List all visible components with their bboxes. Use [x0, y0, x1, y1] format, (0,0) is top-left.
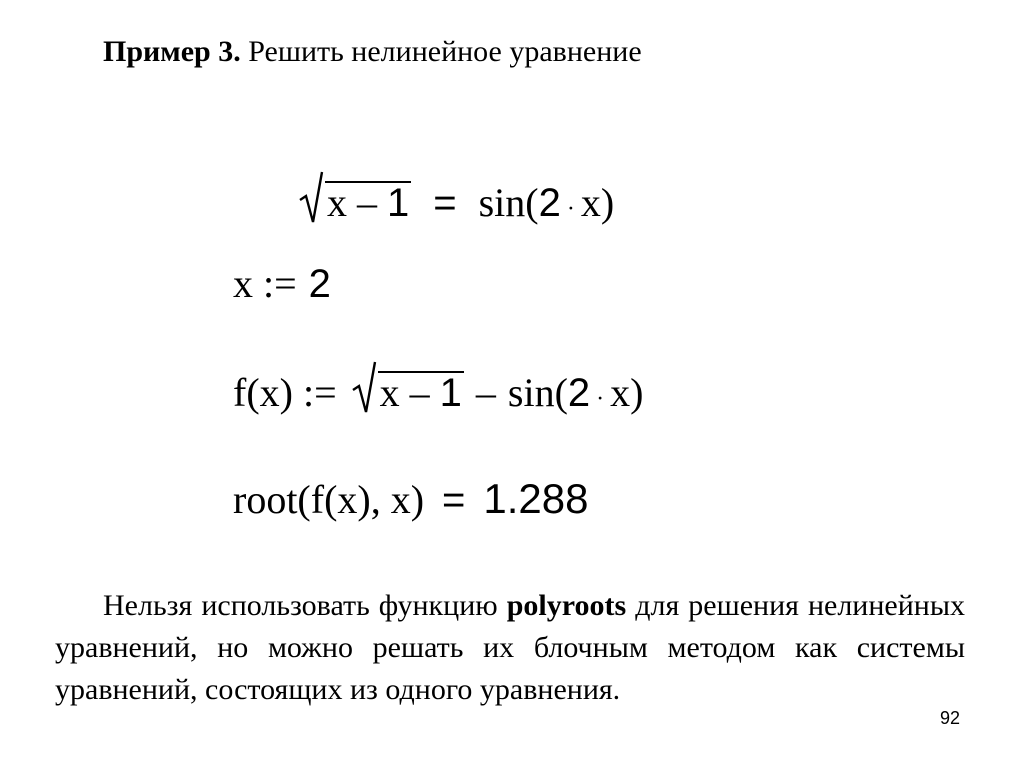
- radicand-num: 1: [439, 371, 462, 415]
- equation-radicand: [325, 181, 411, 223]
- minus-sign: –: [475, 370, 496, 415]
- multiply-dot: ·: [566, 196, 575, 222]
- equation-radical: [298, 160, 411, 223]
- function-radical: [351, 350, 464, 413]
- sin-close: x): [610, 370, 644, 415]
- equation: [298, 160, 614, 233]
- slide-title: [103, 35, 642, 69]
- explanation-paragraph: [55, 585, 965, 711]
- paragraph-text-before: Нельзя использовать функцию: [103, 589, 507, 622]
- sin-open: sin(: [478, 180, 539, 225]
- function-radicand: [378, 371, 464, 413]
- sin-close: x): [580, 180, 615, 225]
- equals-sign: =: [442, 478, 466, 522]
- sin-open: sin(: [507, 370, 568, 415]
- root-result: 1.288: [483, 475, 589, 522]
- sin-number: 2: [538, 181, 561, 225]
- title-text: Решить нелинейное уравнение: [240, 35, 642, 68]
- polyroots-keyword: polyroots: [506, 589, 627, 622]
- page-number: 92: [940, 708, 961, 728]
- assign-value: 2: [308, 262, 331, 306]
- multiply-dot: ·: [596, 386, 605, 412]
- assign-lhs: x :=: [233, 261, 297, 306]
- function-lhs: f(x) :=: [233, 370, 337, 415]
- radicand-num: 1: [387, 181, 410, 225]
- sin-number: 2: [567, 371, 591, 415]
- paragraph-text-after: для решения нелинейных уравнений, но можно решать их блочным методом как системы уравнений, состоящих из одного уравнения.: [55, 589, 965, 706]
- root-expression: root(f(x), x): [233, 477, 425, 522]
- assignment: [233, 260, 331, 308]
- example-label: Пример 3.: [103, 35, 241, 68]
- radicand-var: x –: [327, 180, 387, 225]
- radicand-var: x –: [379, 370, 440, 415]
- root-evaluation: [233, 475, 589, 524]
- equals-sign: =: [433, 181, 457, 225]
- sqrt-icon: [351, 360, 377, 416]
- sqrt-icon: [298, 170, 324, 226]
- function-definition: [233, 350, 643, 423]
